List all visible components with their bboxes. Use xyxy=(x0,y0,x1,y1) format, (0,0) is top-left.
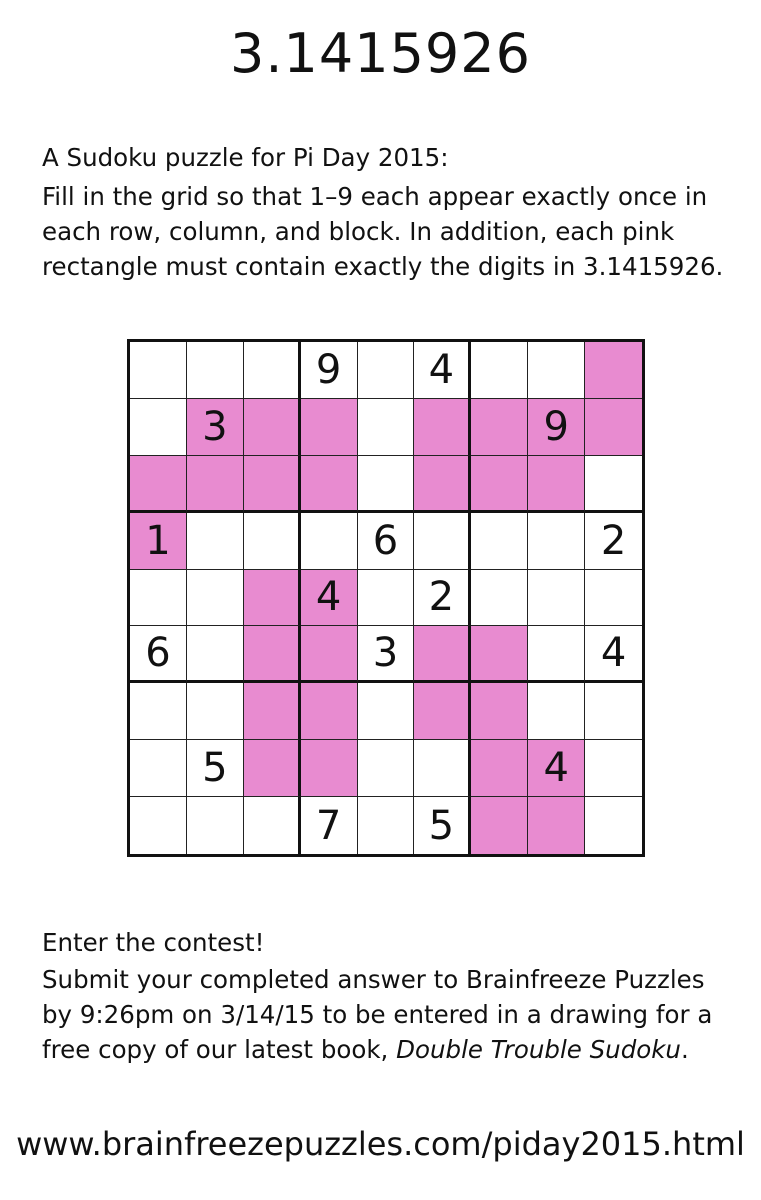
sudoku-grid xyxy=(127,339,645,857)
grid-cell-r1c8[interactable] xyxy=(528,342,585,399)
grid-cell-r6c8[interactable] xyxy=(528,626,585,683)
intro-section xyxy=(42,140,742,284)
grid-cell-r6c9[interactable]: 4 xyxy=(585,626,642,683)
contest-section xyxy=(42,925,742,1067)
grid-cell-r8c7[interactable] xyxy=(471,740,528,797)
grid-cell-r3c7[interactable] xyxy=(471,456,528,513)
grid-cell-r5c9[interactable] xyxy=(585,570,642,627)
grid-cell-r9c2[interactable] xyxy=(187,797,244,854)
grid-cell-r2c9[interactable] xyxy=(585,399,642,456)
grid-cell-r4c3[interactable] xyxy=(244,513,301,570)
grid-cell-r9c4[interactable]: 7 xyxy=(301,797,358,854)
grid-cell-r3c3[interactable] xyxy=(244,456,301,513)
grid-cell-r1c4[interactable]: 9 xyxy=(301,342,358,399)
grid-cell-r4c7[interactable] xyxy=(471,513,528,570)
grid-cell-r4c5[interactable]: 6 xyxy=(358,513,415,570)
grid-cell-r1c9[interactable] xyxy=(585,342,642,399)
grid-cell-r6c3[interactable] xyxy=(244,626,301,683)
grid-cell-r8c5[interactable] xyxy=(358,740,415,797)
grid-cell-r1c7[interactable] xyxy=(471,342,528,399)
intro-instructions: Fill in the grid so that 1–9 each appear exactly once in each row, column, and block. In addition, each pink rectangle must contain exactly the digits in 3.1415926. xyxy=(42,182,724,281)
grid-cell-r4c1[interactable]: 1 xyxy=(130,513,187,570)
grid-cell-r8c4[interactable] xyxy=(301,740,358,797)
grid-cell-r9c6[interactable]: 5 xyxy=(414,797,471,854)
grid-cell-r1c6[interactable]: 4 xyxy=(414,342,471,399)
grid-cell-r7c2[interactable] xyxy=(187,683,244,740)
grid-cell-r7c4[interactable] xyxy=(301,683,358,740)
grid-cell-r9c7[interactable] xyxy=(471,797,528,854)
grid-cell-r5c3[interactable] xyxy=(244,570,301,627)
grid-cell-r4c2[interactable] xyxy=(187,513,244,570)
grid-cell-r3c5[interactable] xyxy=(358,456,415,513)
grid-cell-r5c5[interactable] xyxy=(358,570,415,627)
grid-cell-r7c7[interactable] xyxy=(471,683,528,740)
grid-cell-r6c6[interactable] xyxy=(414,626,471,683)
grid-cell-r6c7[interactable] xyxy=(471,626,528,683)
grid-cell-r5c7[interactable] xyxy=(471,570,528,627)
grid-cell-r1c1[interactable] xyxy=(130,342,187,399)
grid-cell-r5c6[interactable]: 2 xyxy=(414,570,471,627)
grid-cell-r7c5[interactable] xyxy=(358,683,415,740)
grid-cell-r2c7[interactable] xyxy=(471,399,528,456)
grid-cell-r5c2[interactable] xyxy=(187,570,244,627)
grid-cell-r4c6[interactable] xyxy=(414,513,471,570)
grid-cell-r3c8[interactable] xyxy=(528,456,585,513)
grid-cell-r4c8[interactable] xyxy=(528,513,585,570)
grid-cell-r8c2[interactable]: 5 xyxy=(187,740,244,797)
contest-body-end: . xyxy=(680,1035,689,1064)
grid-cell-r5c4[interactable]: 4 xyxy=(301,570,358,627)
grid-cell-r9c8[interactable] xyxy=(528,797,585,854)
grid-cell-r7c9[interactable] xyxy=(585,683,642,740)
grid-cell-r1c5[interactable] xyxy=(358,342,415,399)
grid-cell-r7c8[interactable] xyxy=(528,683,585,740)
grid-cell-r9c5[interactable] xyxy=(358,797,415,854)
grid-cell-r5c1[interactable] xyxy=(130,570,187,627)
grid-cell-r9c3[interactable] xyxy=(244,797,301,854)
grid-cell-r3c2[interactable] xyxy=(187,456,244,513)
grid-cell-r8c9[interactable] xyxy=(585,740,642,797)
grid-cell-r7c3[interactable] xyxy=(244,683,301,740)
grid-cell-r2c8[interactable]: 9 xyxy=(528,399,585,456)
grid-cell-r4c4[interactable] xyxy=(301,513,358,570)
book-title: Double Trouble Sudoku xyxy=(396,1035,681,1064)
intro-lead: A Sudoku puzzle for Pi Day 2015: xyxy=(42,143,449,172)
grid-cell-r2c4[interactable] xyxy=(301,399,358,456)
grid-cell-r8c3[interactable] xyxy=(244,740,301,797)
grid-cell-r1c3[interactable] xyxy=(244,342,301,399)
grid-cell-r2c3[interactable] xyxy=(244,399,301,456)
page-title: 3.1415926 xyxy=(229,22,532,85)
grid-cell-r7c1[interactable] xyxy=(130,683,187,740)
grid-cell-r3c1[interactable] xyxy=(130,456,187,513)
grid-cell-r3c9[interactable] xyxy=(585,456,642,513)
grid-cell-r3c6[interactable] xyxy=(414,456,471,513)
contest-heading: Enter the contest! xyxy=(42,928,265,957)
grid-cell-r3c4[interactable] xyxy=(301,456,358,513)
grid-cell-r6c4[interactable] xyxy=(301,626,358,683)
grid-cell-r2c1[interactable] xyxy=(130,399,187,456)
grid-cell-r1c2[interactable] xyxy=(187,342,244,399)
contest-body-text: Submit your completed answer to Brainfreeze Puzzles by 9:26pm on 3/14/15 to be entered in a drawing for a free copy of our latest book, xyxy=(42,965,713,1064)
grid-cell-r8c1[interactable] xyxy=(130,740,187,797)
website-url[interactable]: www.brainfreezepuzzles.com/piday2015.html xyxy=(16,1125,745,1163)
grid-cell-r5c8[interactable] xyxy=(528,570,585,627)
grid-cell-r7c6[interactable] xyxy=(414,683,471,740)
grid-cell-r9c9[interactable] xyxy=(585,797,642,854)
grid-cell-r6c5[interactable]: 3 xyxy=(358,626,415,683)
grid-cell-r8c8[interactable]: 4 xyxy=(528,740,585,797)
grid-cell-r2c2[interactable]: 3 xyxy=(187,399,244,456)
grid-cell-r4c9[interactable]: 2 xyxy=(585,513,642,570)
grid-cell-r6c2[interactable] xyxy=(187,626,244,683)
grid-cell-r6c1[interactable]: 6 xyxy=(130,626,187,683)
grid-cell-r8c6[interactable] xyxy=(414,740,471,797)
grid-cell-r9c1[interactable] xyxy=(130,797,187,854)
contest-body xyxy=(42,962,742,1067)
grid-cell-r2c6[interactable] xyxy=(414,399,471,456)
grid-cell-r2c5[interactable] xyxy=(358,399,415,456)
